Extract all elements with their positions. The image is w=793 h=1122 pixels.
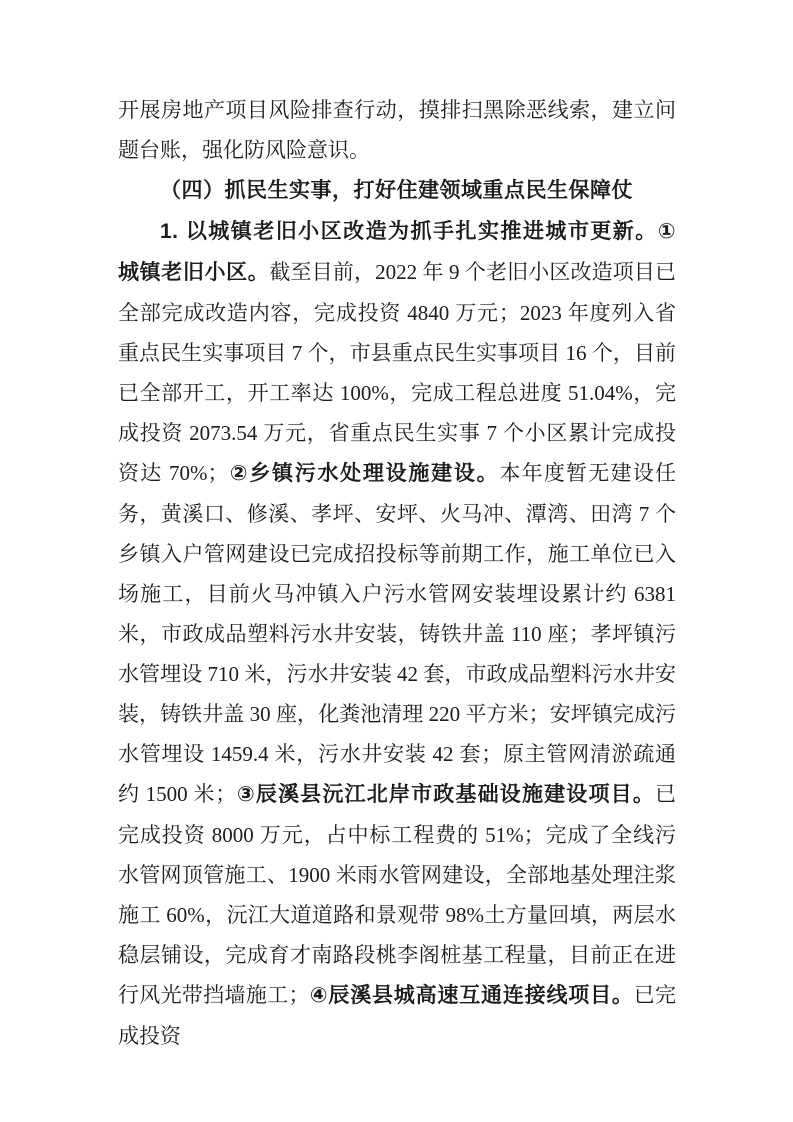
text-run: 截至目前，2022 年 9 个老旧小区改造项目已全部完成改造内容，完成投资 4840 万元；2023 年度列入省重点民生实事项目 7 个，市县重点民生实事项目 16 个，目前已全部开工，开工率达 100%，完成工程总进度 51.04%，完成投资 2073.54 万元，省重点民生实事 7 个小区累计完成投资达 70%； xyxy=(118,260,677,485)
text-run: 已完成投资 xyxy=(118,983,677,1048)
section-heading xyxy=(118,170,676,211)
paragraph-body xyxy=(118,211,676,1056)
text-run-bold: ③辰溪县沅江北岸市政基础设施建设项目。 xyxy=(236,783,655,806)
text-run-bold: ④辰溪县城高速互通连接线项目。 xyxy=(309,984,634,1007)
text-run: 本年度暂无建设任务，黄溪口、修溪、孝坪、安坪、火马冲、潭湾、田湾 7 个乡镇入户管网建设已完成招投标等前期工作，施工单位已入场施工，目前火马冲镇入户污水管网安装埋设累计约 6381 米，市政成品塑料污水井安装，铸铁井盖 110 座；孝坪镇污水管埋设 710 米，污水井安装 42 套，市政成品塑料污水井安装，铸铁井盖 30 座，化粪池清理 220 平方米；安坪镇完成污水管埋设 1459.4 米，污水井安装 42 套；原主管网清淤疏通约 1500 米； xyxy=(118,461,677,806)
paragraph-carryover xyxy=(118,90,676,170)
document-text xyxy=(118,90,676,1056)
text-run: 开展房地产项目风险排查行动，摸排扫黑除恶线索，建立问题台账，强化防风险意识。 xyxy=(118,98,676,162)
text-run-bold: ①城镇老旧小区。 xyxy=(118,220,676,284)
text-run-bold: ②乡镇污水处理设施建设。 xyxy=(228,462,500,485)
text-run-bold: 1. 以城镇老旧小区改造为抓手扎实推进城市更新。 xyxy=(160,220,658,243)
text-run: 已完成投资 8000 万元，占中标工程费的 51%；完成了全线污水管网顶管施工、1900 米雨水管网建设，全部地基处理注浆施工 60%，沅江大道道路和景观带 98%土方量回填，两层水稳层铺设，完成育才南路段桃李阁桩基工程量，目前正在进行风光带挡墙施工； xyxy=(118,782,676,1007)
text-run-bold: （四）抓民生实事，打好住建领域重点民生保障仗 xyxy=(160,179,633,202)
